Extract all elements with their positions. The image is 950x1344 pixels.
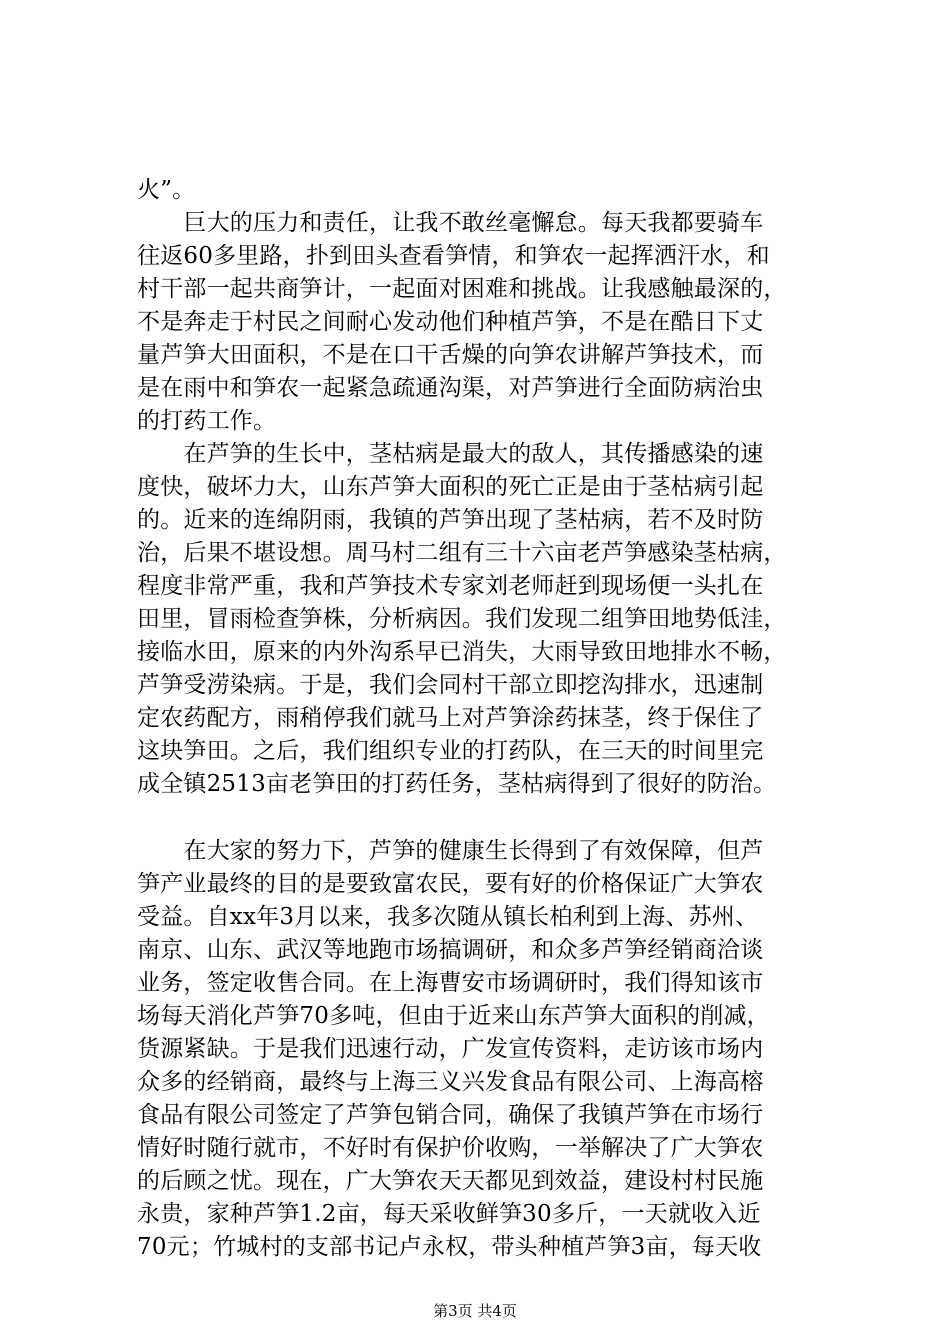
text-line: 定农药配方，雨稍停我们就马上对芦笋涂药抹茎，终于保住了	[137, 705, 764, 731]
text-line: 众多的经销商，最终与上海三义兴发食品有限公司、上海高榕	[137, 1069, 764, 1095]
text-line: 货源紧缺。于是我们迅速行动，广发宣传资料，走访该市场内	[137, 1036, 764, 1062]
text-line: 场每天消化芦笋70多吨，但由于近来山东芦笋大面积的削减，	[137, 1003, 770, 1029]
text-line: 的后顾之忧。现在，广大笋农天天都见到效益，建设村村民施	[137, 1168, 764, 1194]
text-line: 在大家的努力下，芦笋的健康生长得到了有效保障，但芦	[137, 838, 764, 864]
text-line: 村干部一起共商笋计，一起面对困难和挑战。让我感触最深的，	[137, 276, 787, 302]
paragraph-gap	[137, 801, 837, 835]
text-line: 治，后果不堪设想。周马村二组有三十六亩老芦笋感染茎枯病，	[137, 540, 787, 566]
text-line: 度快，破坏力大，山东芦笋大面积的死亡正是由于茎枯病引起	[137, 474, 764, 500]
page-footer: 第3页 共4页	[433, 1302, 517, 1320]
text-line: 笋产业最终的目的是要致富农民，要有好的价格保证广大笋农	[137, 871, 764, 897]
text-line: 70元；竹城村的支部书记卢永权，带头种植芦笋3亩，每天收	[137, 1234, 762, 1260]
text-line: 南京、山东、武汉等地跑市场搞调研，和众多芦笋经销商洽谈	[137, 937, 764, 963]
text-line: 在芦笋的生长中，茎枯病是最大的敌人，其传播感染的速	[137, 441, 764, 467]
text-line: 程度非常严重，我和芦笋技术专家刘老师赶到现场便一头扎在	[137, 573, 764, 599]
text-line: 田里，冒雨检查笋株，分析病因。我们发现二组笋田地势低洼，	[137, 606, 787, 632]
text-line: 情好时随行就市，不好时有保护价收购，一举解决了广大笋农	[137, 1135, 764, 1161]
text-line: 成全镇2513亩老笋田的打药任务，茎枯病得到了很好的防治。	[137, 771, 777, 797]
text-line: 是在雨中和笋农一起紧急疏通沟渠，对芦笋进行全面防病治虫	[137, 375, 764, 401]
text-line: 的。近来的连绵阴雨，我镇的芦笋出现了茎枯病，若不及时防	[137, 507, 764, 533]
text-line: 接临水田，原来的内外沟系早已消失，大雨导致田地排水不畅，	[137, 639, 787, 665]
text-line: 业务，签定收售合同。在上海曹安市场调研时，我们得知该市	[137, 970, 764, 996]
text-line: 不是奔走于村民之间耐心发动他们种植芦笋，不是在酷日下丈	[137, 309, 764, 335]
text-line: 永贵，家种芦笋1.2亩，每天采收鲜笋30多斤，一天就收入近	[137, 1201, 761, 1227]
text-line: 火”。	[137, 177, 196, 203]
text-line: 巨大的压力和责任，让我不敢丝毫懈怠。每天我都要骑车	[137, 210, 764, 236]
text-line: 食品有限公司签定了芦笋包销合同，确保了我镇芦笋在市场行	[137, 1102, 764, 1128]
text-line: 往返60多里路，扑到田头查看笋情，和笋农一起挥洒汗水，和	[137, 243, 770, 269]
text-line: 受益。自xx年3月以来，我多次随从镇长柏利到上海、苏州、	[137, 904, 759, 930]
text-line: 的打药工作。	[137, 408, 277, 434]
text-line: 这块笋田。之后，我们组织专业的打药队，在三天的时间里完	[137, 738, 764, 764]
body-text	[137, 174, 837, 1264]
text-line: 量芦笋大田面积，不是在口干舌燥的向笋农讲解芦笋技术，而	[137, 342, 764, 368]
text-line: 芦笋受涝染病。于是，我们会同村干部立即挖沟排水，迅速制	[137, 672, 764, 698]
